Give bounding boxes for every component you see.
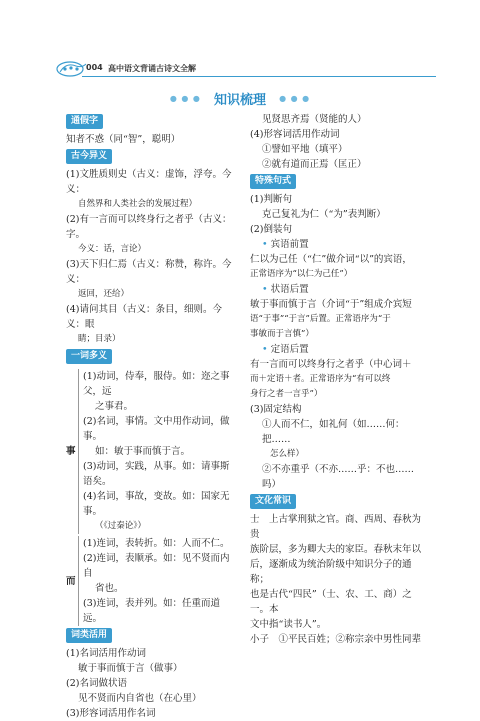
cilei-cont-line: ①譬如平地（填平） [262, 144, 348, 155]
wenhua-line: 士 上古掌刑狱之官。商、西周、春秋为贵 [250, 514, 422, 540]
teshu-line: 敏于事而慎于言（介词“于”组成介宾短 [250, 299, 412, 310]
er-line: 省也。 [95, 583, 124, 594]
left-dots-icon: ● ● ● [169, 94, 201, 103]
section-title: 知识梳理 [213, 93, 266, 108]
cilei-line: (3)形容词活用作名词 [66, 708, 156, 719]
cilei-cont-line: 见贤思齐焉（贤能的人） [262, 114, 367, 125]
gujin-tag: 古今异义 [66, 149, 112, 164]
right-dots-icon: ● ● ● [279, 94, 311, 103]
cilei-cont-line: ②就有道而正焉（匡正） [262, 159, 367, 170]
gujin-line: (3)天下归仁焉（古义：称赞，称许。今义： [66, 259, 232, 285]
teshu-line: ②不亦重乎（不亦……乎：不也……吗） [262, 464, 415, 490]
teshu-line: (2)倒装句 [250, 224, 292, 235]
er-line: (2)连词，表顺承。如：见不贤而内自 [83, 553, 230, 579]
gujin-line: 返回，还给） [78, 289, 130, 299]
header-rule [82, 76, 436, 77]
wenhua-line: 也是古代“四民”（士、农、工、商）之一。本 [250, 589, 412, 615]
teshu-line: 语“于事”“于言”后置。正常语序为“于 [250, 314, 391, 324]
shi-line: （《过秦论》） [95, 521, 147, 531]
teshu-line: (1)判断句 [250, 194, 292, 205]
bullet-heading [250, 342, 422, 357]
teshu-line: 有一言而可以终身行之者乎（中心词＋ [250, 359, 412, 370]
bullet-icon: • [262, 344, 268, 355]
tongjia-line: 知者不惑（同“智”，聪明） [66, 134, 181, 145]
wenhua-tag: 文化常识 [250, 494, 296, 509]
er-line: (3)连词，表并列。如：任重而道远。 [83, 598, 220, 624]
wenhua-line: 后，逐渐成为统治阶级中知识分子的通称； [250, 559, 412, 585]
cilei-line: 见不贤而内自省也（在心里） [78, 693, 202, 704]
teshu-line: 正常语序为“以仁为己任”） [250, 269, 353, 279]
bullet-icon: • [262, 239, 268, 250]
cilei-line: 敏于事而慎于言（做事） [78, 663, 183, 674]
bullet-heading [250, 237, 422, 252]
shi-line: (2)名词，事情。文中用作动词，做事。 [83, 416, 230, 442]
er-group [66, 536, 238, 626]
cilei-tag: 词类活用 [66, 628, 112, 643]
shi-group [66, 369, 238, 534]
wenhua-line: 小子 ①平民百姓；②称宗亲中男性同辈 [250, 634, 422, 645]
bullet-heading [250, 282, 422, 297]
cilei-cont-line: (4)形容词活用作动词 [250, 129, 340, 140]
teshu-line: ①人而不仁，如礼何（如……何：把…… [262, 419, 405, 445]
gujin-line: 今义：话，言论） [78, 244, 147, 254]
shi-line: (4)名词，事故，变故。如：国家无事。 [83, 491, 230, 517]
cilei-line: (1)名词活用作动词 [66, 648, 146, 659]
shi-line: 如：敏于事而慎于言。 [95, 446, 191, 457]
shi-line: 之事君。 [95, 401, 134, 412]
yici-tag: 一词多义 [66, 349, 112, 364]
shi-line: (3)动词，实践，从事。如：请事斯语矣。 [83, 461, 230, 487]
gujin-line: (1)文胜质则史（古义：虚饰，浮夸。今义： [66, 169, 232, 195]
wenhua-line: 族阶层，多为卿大夫的家臣。春秋末年以 [250, 544, 422, 555]
gujin-line: 睛；目录） [78, 334, 121, 344]
page-number: 004 [86, 63, 103, 72]
teshu-line: 而＋定语＋者。正常语序为“有可以终 [250, 374, 391, 384]
page-header [56, 60, 436, 82]
cilei-line: (2)名词做状语 [66, 678, 127, 689]
teshu-line: 克己复礼为仁（“为”表判断） [262, 209, 386, 220]
shi-meanings [78, 369, 238, 534]
bullet-label: 定语后置 [270, 344, 309, 355]
section-heading [0, 88, 480, 108]
teshu-line: 仁以为己任（“仁”做介词“以”的宾语， [250, 254, 412, 265]
teshu-line: 事敏而于言慎”） [250, 329, 314, 339]
er-line: (1)连词，表转折。如：人而不仁。 [83, 538, 230, 549]
shi-char: 事 [66, 446, 76, 457]
right-column [250, 112, 422, 647]
er-meanings [78, 536, 238, 626]
teshu-line: 怎么样） [270, 449, 305, 459]
bullet-label: 状语后置 [270, 284, 309, 295]
tongjia-tag: 通假字 [66, 114, 103, 129]
gujin-line: (4)请问其目（古义：条目，细则。今义：眼 [66, 304, 222, 330]
bullet-icon: • [262, 284, 268, 295]
gujin-line: (2)有一言而可以终身行之者乎（古义：字。 [66, 214, 232, 240]
er-char: 而 [66, 575, 76, 587]
left-column [66, 112, 238, 721]
shi-line: (1)动词，侍奉，服侍。如：迩之事父，远 [83, 371, 230, 397]
teshu-line: (3)固定结构 [250, 404, 302, 415]
teshu-line: 身行之者一言乎”） [250, 389, 323, 399]
bullet-label: 宾语前置 [270, 239, 309, 250]
wenhua-line: 文中指“读书人”。 [250, 619, 327, 630]
book-title: 高中语文背诵古诗文全解 [108, 64, 196, 73]
teshu-tag: 特殊句式 [250, 174, 296, 189]
gujin-line: 自然界和人类社会的发展过程） [78, 199, 198, 209]
